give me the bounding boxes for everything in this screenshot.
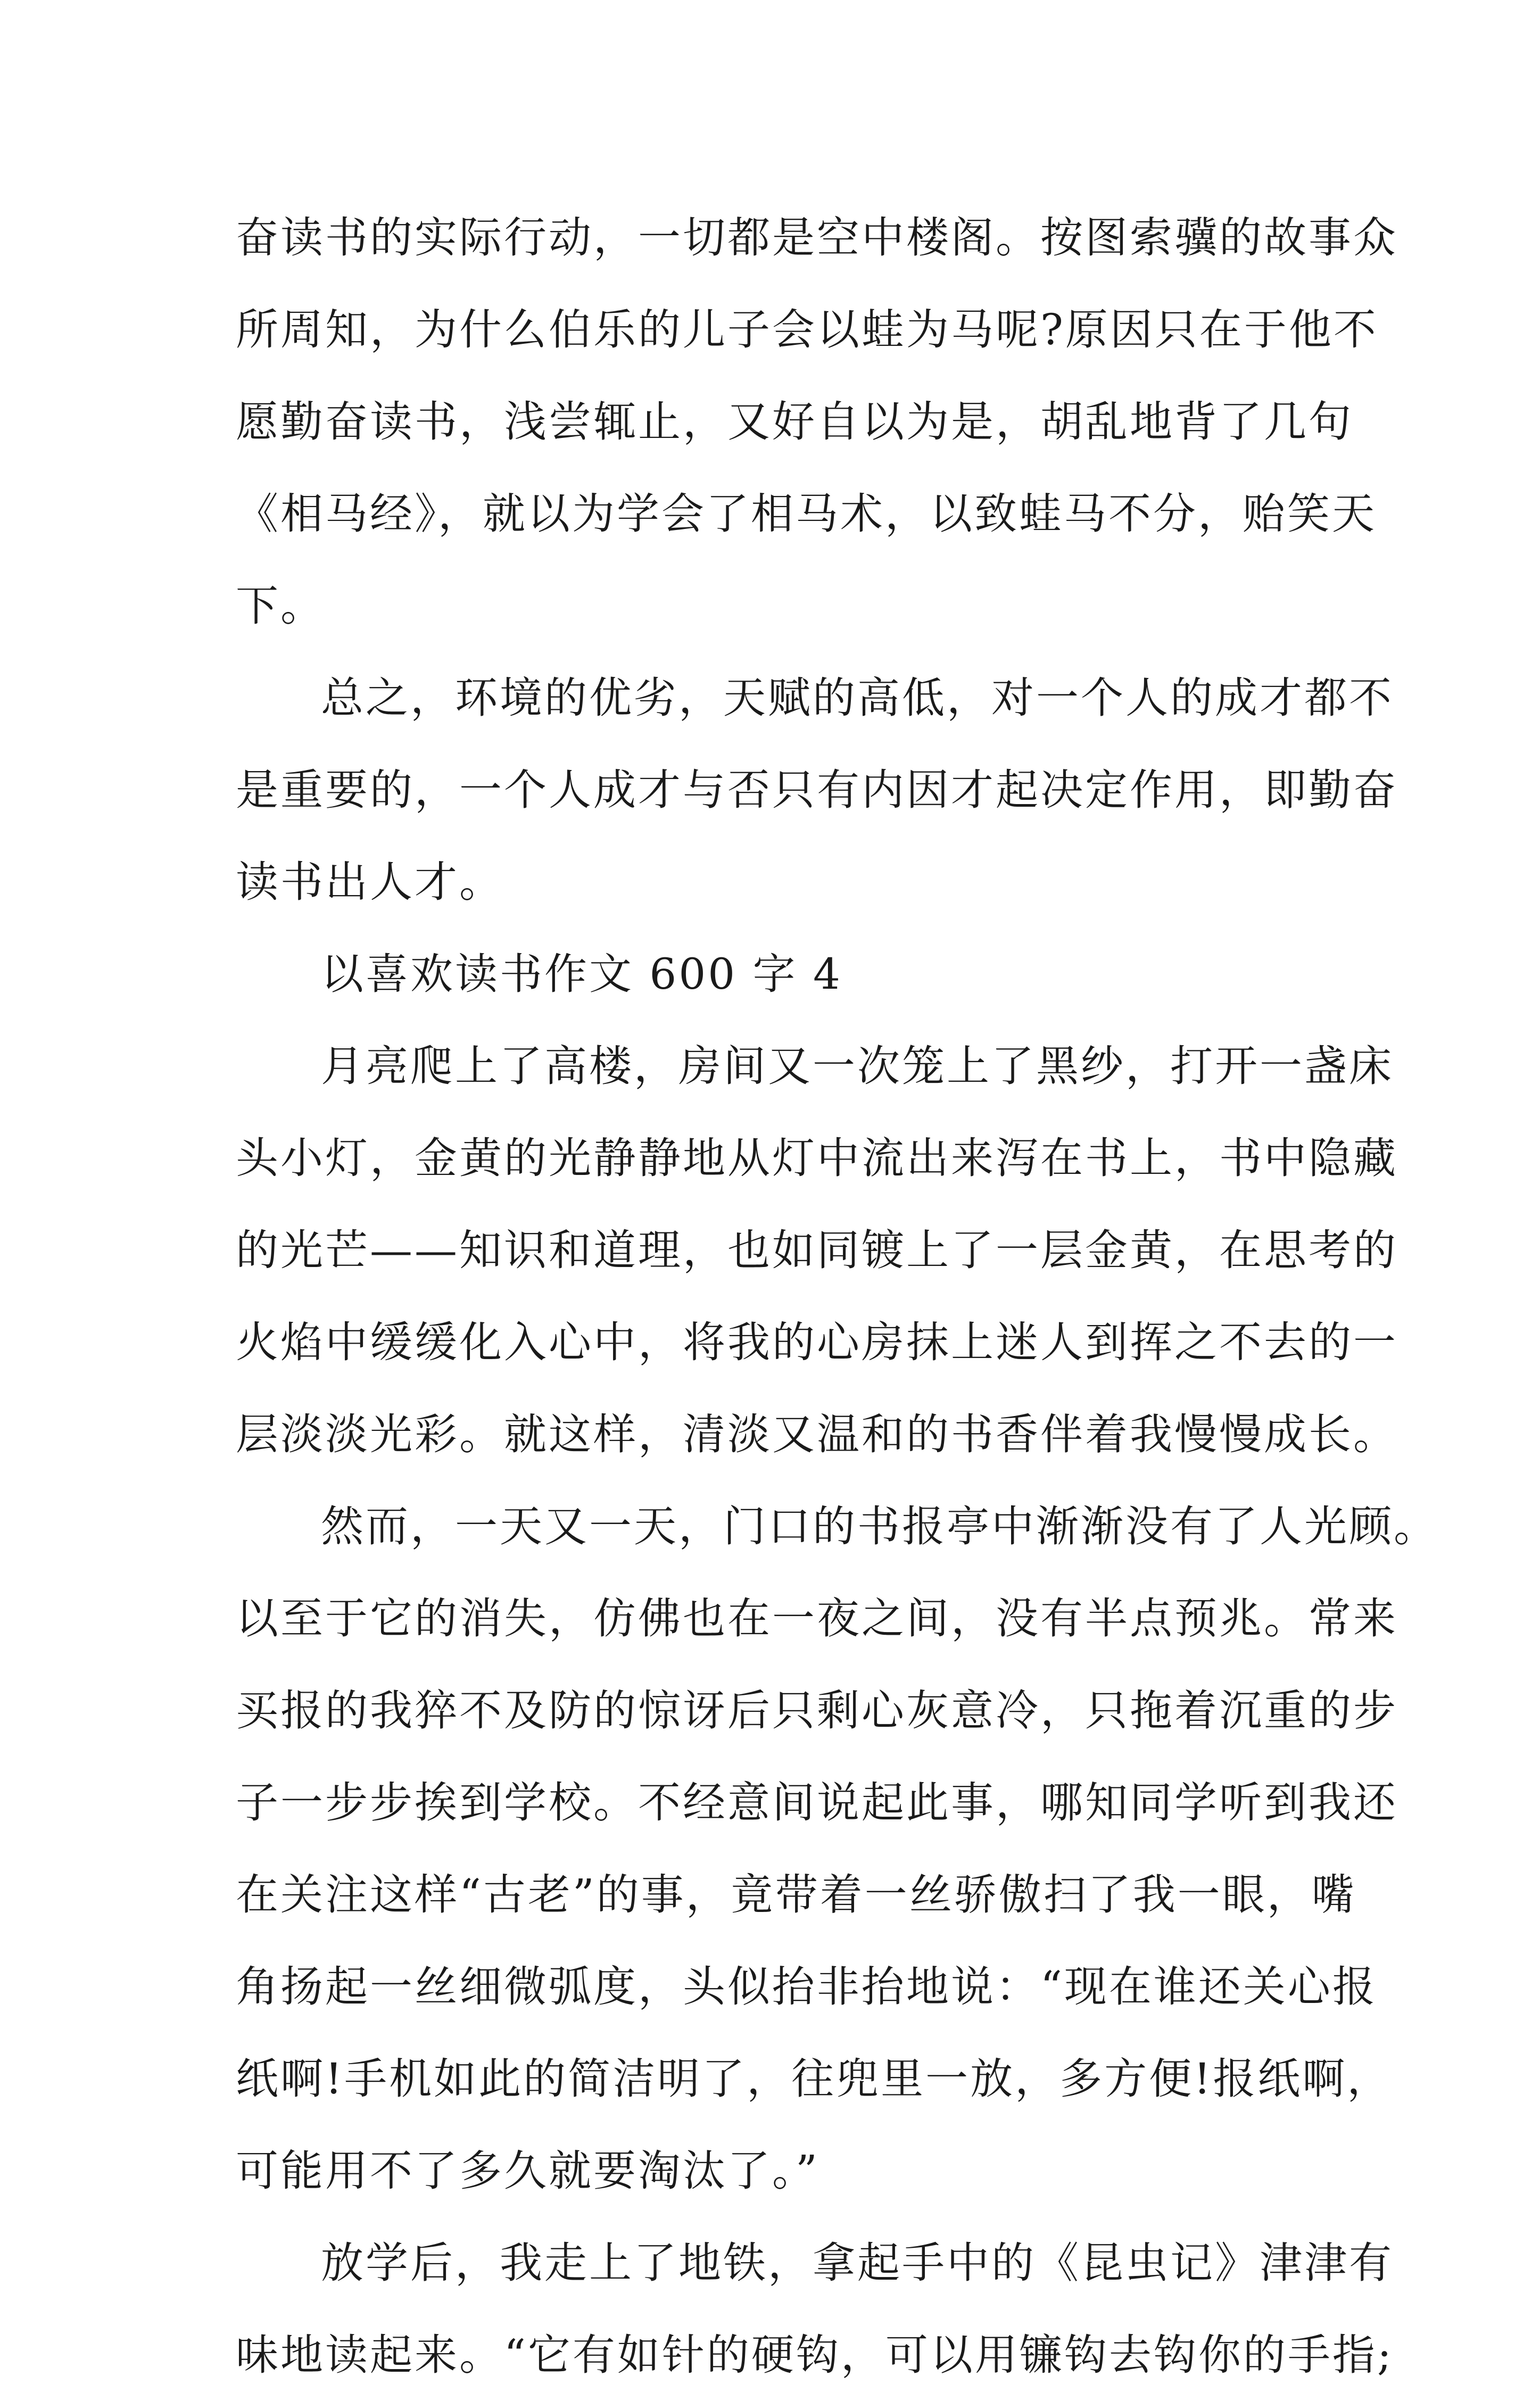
paragraph-newsstand <box>236 1480 1438 2217</box>
heading-line: 以喜欢读书作文 600 字 4 <box>321 949 842 999</box>
text-line: 头小灯，金黄的光静静地从灯中流出来泻在书上，书中隐藏 <box>236 1133 1398 1183</box>
text-line: 纸啊!手机如此的简洁明了，往兜里一放，多方便!报纸啊， <box>236 2054 1392 2104</box>
text-line: 在关注这样“古老”的事，竟带着一丝骄傲扫了我一眼，嘴 <box>236 1870 1356 1919</box>
paragraph-subway <box>236 2217 1394 2401</box>
text-line: 子一步步挨到学校。不经意间说起此事，哪知同学听到我还 <box>236 1778 1398 1827</box>
text-line: 的光芒——知识和道理，也如同镀上了一层金黄，在思考的 <box>236 1226 1398 1275</box>
text-line: 然而，一天又一天，门口的书报亭中渐渐没有了人光顾。 <box>321 1502 1438 1551</box>
text-line: 总之，环境的优劣，天赋的高低，对一个人的成才都不 <box>321 673 1394 723</box>
paragraph-continuation <box>236 192 1398 652</box>
text-line: 是重要的，一个人成才与否只有内因才起决定作用，即勤奋 <box>236 765 1398 815</box>
text-line: 层淡淡光彩。就这样，清淡又温和的书香伴着我慢慢成长。 <box>236 1410 1398 1459</box>
document-body <box>236 192 1438 2401</box>
text-line: 以至于它的消失，仿佛也在一夜之间，没有半点预兆。常来 <box>236 1594 1398 1643</box>
section-heading <box>236 928 1313 1020</box>
text-line: 奋读书的实际行动，一切都是空中楼阁。按图索骥的故事众 <box>236 213 1398 262</box>
text-line: 读书出人才。 <box>236 857 504 907</box>
text-line: 愿勤奋读书，浅尝辄止，又好自以为是，胡乱地背了几句 <box>236 397 1353 446</box>
text-line: 月亮爬上了高楼，房间又一次笼上了黑纱，打开一盏床 <box>321 1041 1394 1091</box>
text-line: 《相马经》，就以为学会了相马术，以致蛙马不分，贻笑天 <box>236 489 1377 539</box>
text-line: 买报的我猝不及防的惊讶后只剩心灰意冷，只拖着沉重的步 <box>236 1686 1398 1735</box>
text-line: 角扬起一丝细微弧度，头似抬非抬地说：“现在谁还关心报 <box>236 1962 1377 2011</box>
text-line: 下。 <box>236 581 325 631</box>
text-line: 味地读起来。“它有如针的硬钩，可以用镰钩去钩你的手指; <box>236 2330 1394 2380</box>
paragraph-moon <box>236 1020 1398 1480</box>
text-line: 可能用不了多久就要淘汰了。” <box>236 2146 819 2196</box>
paragraph-conclusion <box>236 652 1398 928</box>
text-line: 放学后，我走上了地铁，拿起手中的《昆虫记》津津有 <box>321 2238 1394 2288</box>
text-line: 火焰中缓缓化入心中，将我的心房抹上迷人到挥之不去的一 <box>236 1318 1398 1367</box>
text-line: 所周知，为什么伯乐的儿子会以蛙为马呢?原因只在于他不 <box>236 305 1378 354</box>
